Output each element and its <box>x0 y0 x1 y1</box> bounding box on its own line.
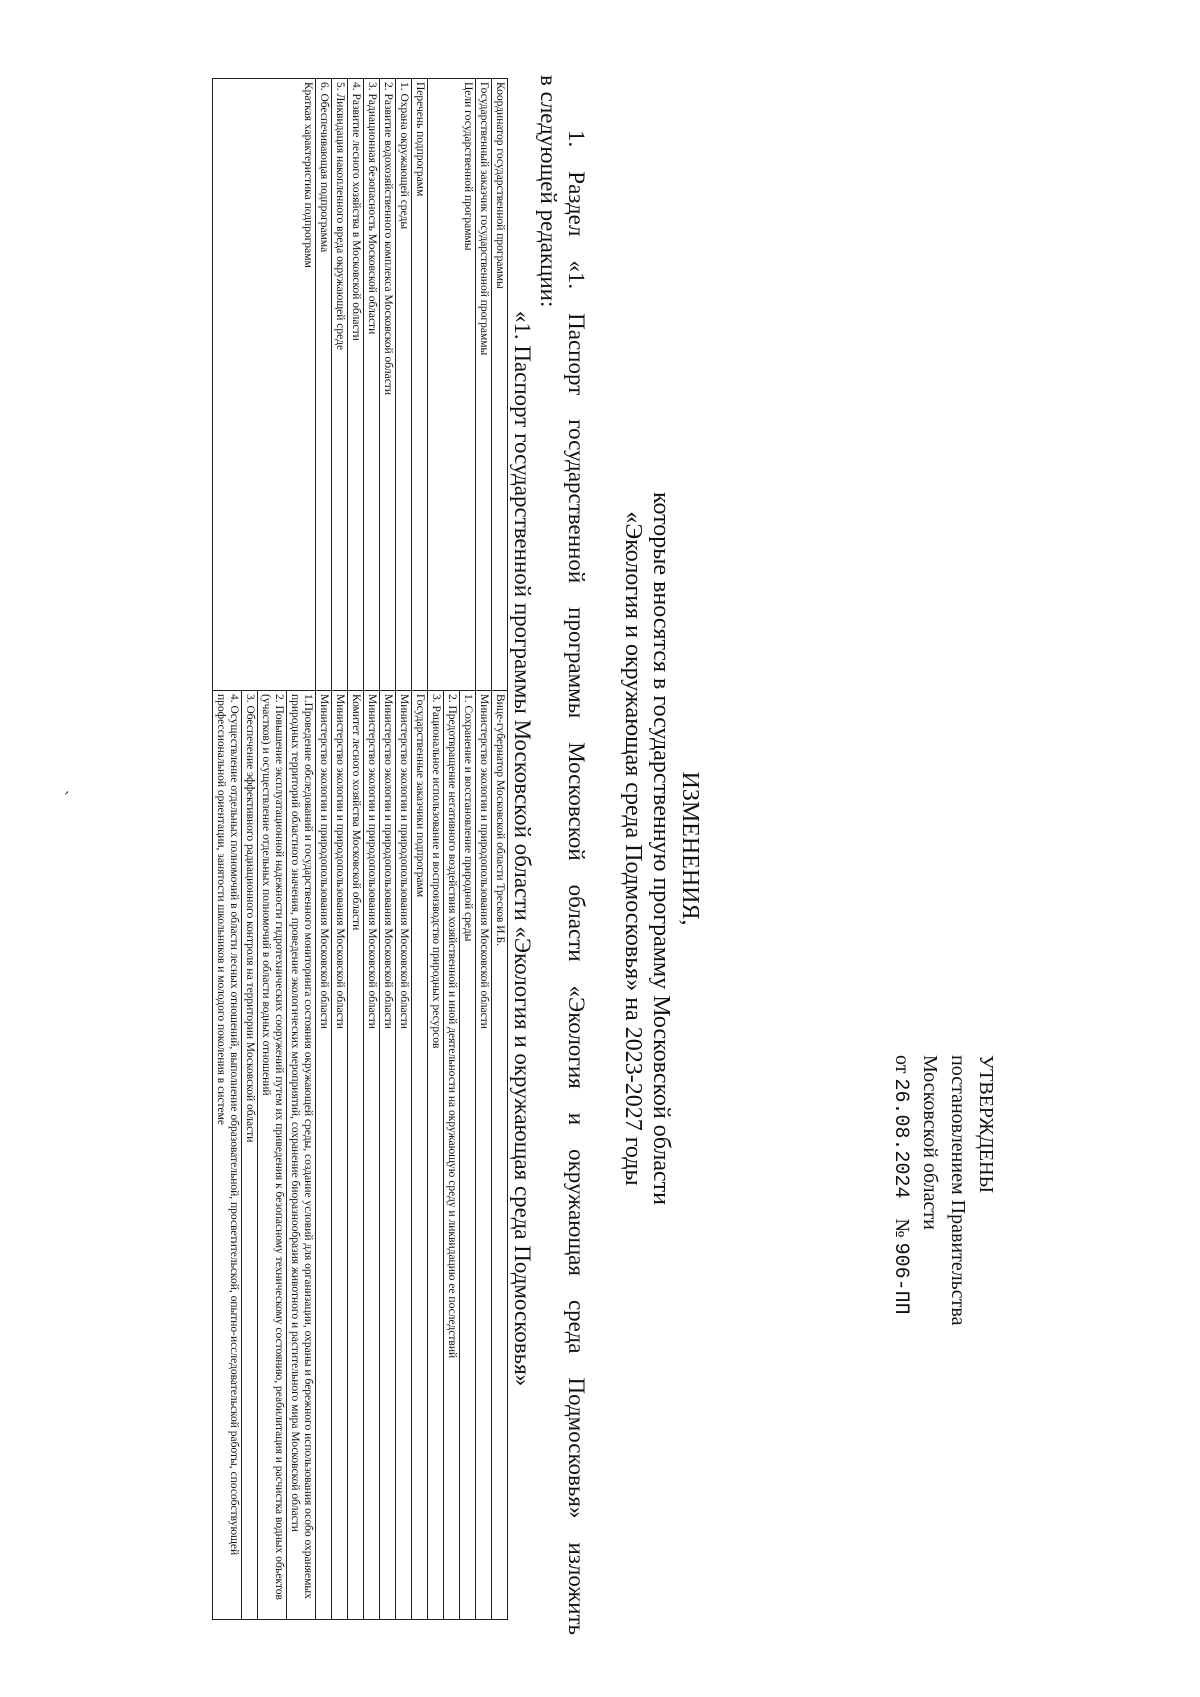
row-label: Государственный заказчик государственной программы <box>476 79 492 691</box>
row-value: 2. Повышение эксплуатационной надежности гидротехнических сооружений путем их приведения к безопасному техническому состоянию, реабилитация и расчистка водных объектов (участков) и осуществление отдельных полномочий в области водных отношений <box>258 691 287 1620</box>
row-value: Министерство экологии и природопользования Московской области <box>332 691 348 1620</box>
document-subtitle-line-1: которые вносятся в государственную программу Московской области <box>648 492 674 1205</box>
date-prefix: от <box>891 1055 913 1074</box>
row-label: Цели государственной программы <box>428 79 476 691</box>
approval-authority: постановлением Правительства <box>947 1055 969 1326</box>
table-row <box>316 79 332 1620</box>
row-value: Министерство экологии и природопользования Московской области <box>364 691 380 1620</box>
row-label: 3. Радиационная безопасность Московской области <box>364 79 380 691</box>
row-label: 6. Обеспечивающая подпрограмма <box>316 79 332 691</box>
approval-date: 26.08.2024 <box>889 1078 912 1199</box>
row-label: Краткая характеристика подпрограмм <box>213 79 316 691</box>
row-label: Координатор государственной программы <box>492 79 508 691</box>
intro-paragraph <box>534 75 590 1635</box>
row-label: 5. Ликвидация накопленного вреда окружающей среде <box>332 79 348 691</box>
row-label: Перечень подпрограмм <box>412 79 428 691</box>
row-value: 3. Обеспечение эффективного радиационного контроля на территории Московской области <box>242 691 258 1620</box>
row-label: 1. Охрана окружающей среды <box>396 79 412 691</box>
row-value: Министерство экологии и природопользования Московской области <box>380 691 396 1620</box>
table-row <box>492 79 508 1620</box>
row-value: 1.Проведение обследований и государственного мониторинга состояния окружающей среды, создание условий для организации, охраны и бережного использования особо охраняемых природных территорий областного значения, проведение экологических мероприятий, сохранение биоразнообразия животного и растительного мира Московской области <box>287 691 316 1620</box>
row-label: 2. Развитие водохозяйственного комплекса Московской области <box>380 79 396 691</box>
row-value: 1. Сохранение и восстановление природной среды <box>460 691 476 1620</box>
table-row <box>476 79 492 1620</box>
row-value: Министерство экологии и природопользования Московской области <box>476 691 492 1620</box>
row-value: Государственные заказчики подпрограмм <box>412 691 428 1620</box>
table-row <box>287 79 316 1620</box>
row-value: 3. Рациональное использование и воспроизводство природных ресурсов <box>428 691 444 1620</box>
intro-line-1: 1. Раздел «1. Паспорт государственной программы Московской области «Экология и окружающая среда Подмосковья» изложить <box>564 130 589 1635</box>
row-label: 4. Развитие лесного хозяйства в Московской области <box>348 79 364 691</box>
table-row <box>412 79 428 1620</box>
row-value: 2. Предотвращение негативного воздействия хозяйственной и иной деятельности на окружающую среду и ликвидацию ее последствий <box>444 691 460 1620</box>
row-value: Вице-губернатор Московской области Тресков И.Б. <box>492 691 508 1620</box>
approval-heading: УТВЕРЖДЕНЫ <box>975 1055 997 1194</box>
table-row <box>396 79 412 1620</box>
table-row <box>380 79 396 1620</box>
approval-stamp-block <box>886 1055 1000 1325</box>
approval-region: Московской области <box>919 1055 941 1230</box>
scan-mark: ˏ <box>65 790 85 796</box>
table-row <box>332 79 348 1620</box>
approval-number: 906-ПП <box>889 1242 912 1315</box>
row-value: Министерство экологии и природопользования Московской области <box>396 691 412 1620</box>
table-row <box>364 79 380 1620</box>
passport-title: «1. Паспорт государственной программы Московской области «Экология и окружающая среда Подмосковья» <box>510 310 535 1387</box>
intro-line-2: в следующей редакции: <box>536 75 561 308</box>
document-subtitle-line-2: «Экология и окружающая среда Подмосковья» на 2023-2027 годы <box>620 511 646 1186</box>
table-row <box>348 79 364 1620</box>
row-value: Комитет лесного хозяйства Московской области <box>348 691 364 1620</box>
row-value: Министерство экологии и природопользования Московской области <box>316 691 332 1620</box>
approval-date-line <box>886 1055 916 1325</box>
number-prefix: № <box>891 1218 913 1238</box>
passport-table <box>212 78 508 1620</box>
document-title-block <box>619 0 705 1697</box>
table-row <box>460 79 476 1620</box>
document-title: ИЗМЕНЕНИЯ, <box>677 771 703 926</box>
row-value: 4. Осуществление отдельных полномочий в области лесных отношений, выполнение образовательной, просветительской, опытно-исследовательской работы, способствующей профессиональной ориентации, занятости школьников и молодого поколения в системе <box>213 691 242 1620</box>
